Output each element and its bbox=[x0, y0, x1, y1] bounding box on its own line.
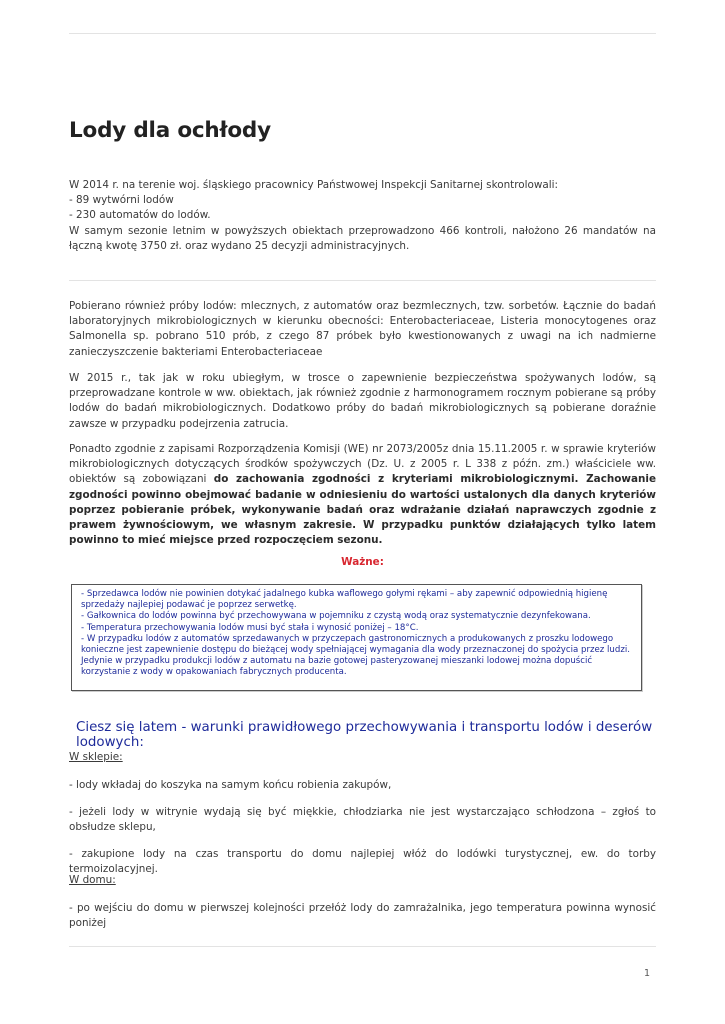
home-heading: W domu: bbox=[69, 874, 116, 886]
notice-item: - W przypadku lodów z automatów sprzedawanych w przyczepach gastronomicznych a produkowanych z proszku lodowego konieczne jest zapewnienie dostępu do bieżącej wody spełniającej wymagania dla wody przeznaczonej do spożycia przez ludzi. Jedynie w przypadku produkcji lodów z automatu na bazie gotowej pasteryzowanej mieszanki lodowej można dopuścić korzystanie z wody w opakowaniach fabrycznych producenta. bbox=[81, 633, 630, 678]
store-item: - lody wkładaj do koszyka na samym końcu robienia zakupów, bbox=[69, 779, 392, 791]
notice-item: - Sprzedawca lodów nie powinien dotykać jadalnego kubka waflowego gołymi rękami – aby zapewnić odpowiednią higienę sprzedaży najlepiej podawać je poprzez serwetkę. bbox=[81, 589, 608, 611]
intro-line: - 89 wytwórni lodów bbox=[69, 194, 174, 207]
important-label: Ważne: bbox=[341, 556, 384, 568]
regulation-text: Ponadto zgodnie z zapisami Rozporządzenia Komisji (WE) nr 2073/2005z dnia 15.11.2005 r. w sprawie kryteriów mikrobiologicznych dotyczących środków spożywczych (Dz. U. z 2005 r. L 338 z późn. zm.) właściciele ww. obiektów są zobowiązani bbox=[69, 443, 656, 486]
home-item: - po wejściu do domu w pierwszej kolejności przełóż lody do zamrażalnika, jego temperatura powinna wynosić poniżej bbox=[69, 902, 656, 930]
intro-paragraph bbox=[69, 178, 656, 254]
notice-box bbox=[71, 584, 642, 691]
bottom-divider bbox=[69, 946, 656, 947]
page-title: Lody dla ochłody bbox=[69, 118, 271, 143]
section-subheading: Ciesz się latem - warunki prawidłowego przechowywania i transportu lodów i deserów lodowych: bbox=[76, 720, 653, 750]
store-item: - zakupione lody na czas transportu do domu najlepiej włóż do lodówki turystycznej, ew. do torby termoizolacyjnej. bbox=[69, 848, 656, 876]
paragraph-regulation bbox=[69, 442, 656, 548]
regulation-bold-text: do zachowania zgodności z kryteriami mikrobiologicznymi. Zachowanie zgodności powinno obejmować badanie w odniesieniu do wartości ustalonych dla danych kryteriów poprzez pobieranie próbek, wykonywanie badań oraz wdrażanie działań naprawczych zgodnie z prawem żywnościowym, we własnym zakresie. W przypadku punktów działających tylko latem powinno to mieć miejsce przed rozpoczęciem sezonu. bbox=[69, 473, 657, 547]
top-divider bbox=[69, 33, 656, 34]
section-divider bbox=[69, 280, 656, 281]
notice-item: - Temperatura przechowywania lodów musi być stała i wynosić poniżej – 18°C. bbox=[81, 622, 419, 633]
notice-item: - Gałkownica do lodów powinna być przechowywana w pojemniku z czystą wodą oraz systematycznie dezynfekowana. bbox=[81, 611, 591, 622]
paragraph-2015: W 2015 r., tak jak w roku ubiegłym, w trosce o zapewnienie bezpieczeństwa spożywanych lodów, są przeprowadzane kontrole w ww. obiektach, jak również zgodnie z harmonogramem rocznym pobierane są próby lodów do badań mikrobiologicznych. Dodatkowo próby do badań mikrobiologicznych są pobierane doraźnie zawsze w przypadku podejrzenia zatrucia. bbox=[69, 372, 656, 430]
paragraph-samples: Pobierano również próby lodów: mlecznych, z automatów oraz bezmlecznych, tzw. sorbetów. Łącznie do badań laboratoryjnych mikrobiologicznych w kierunku obecności: Enterobacteriaceae, Listeria monocytogenes oraz Salmonella sp. pobrano 510 prób, z czego 87 próbek było kwestionowanych z uwagi na ich nadmierne zanieczyszczenie bakteriami Enterobacteriaceae bbox=[69, 300, 656, 358]
store-heading: W sklepie: bbox=[69, 751, 123, 763]
intro-line: W samym sezonie letnim w powyższych obiektach przeprowadzono 466 kontroli, nałożono 26 mandatów na łączną kwotę 3750 zł. oraz wydano 25 decyzji administracyjnych. bbox=[69, 224, 656, 252]
page-number: 1 bbox=[643, 968, 650, 979]
intro-line: - 230 automatów do lodów. bbox=[69, 209, 211, 222]
store-item: - jeżeli lody w witrynie wydają się być miękkie, chłodziarka nie jest wystarczająco schłodzona – zgłoś to obsłudze sklepu, bbox=[69, 806, 656, 834]
intro-line: W 2014 r. na terenie woj. śląskiego pracownicy Państwowej Inspekcji Sanitarnej skontrolowali: bbox=[69, 179, 559, 191]
